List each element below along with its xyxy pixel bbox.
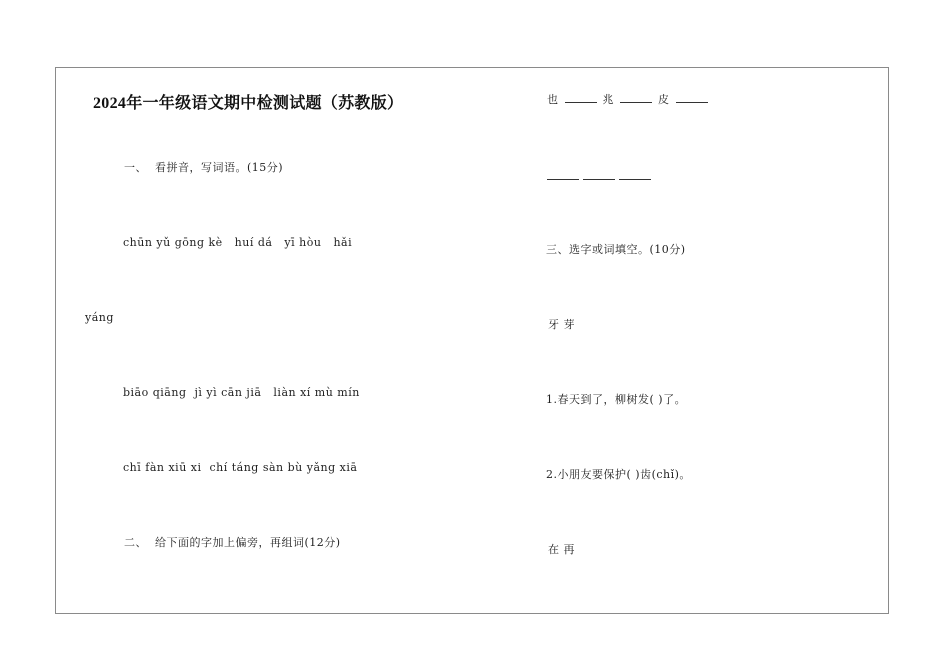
section3-heading: 三、选字或词填空。(10分) <box>546 243 686 256</box>
answer-blank[interactable] <box>583 170 615 180</box>
char-pair-1: 牙 芽 <box>548 318 575 331</box>
radical-row <box>547 93 714 107</box>
answer-blank[interactable] <box>565 93 597 103</box>
radical-char: 兆 <box>602 93 614 106</box>
exam-title: 2024年一年级语文期中检测试题（苏教版） <box>93 95 404 112</box>
section2-heading: 二、 给下面的字加上偏旁，再组词(12分) <box>124 536 341 549</box>
page-frame <box>55 67 889 614</box>
radical-char: 皮 <box>658 93 670 106</box>
char-pair-2: 在 再 <box>548 543 575 556</box>
pinyin-row-1-wrap: yáng <box>85 311 114 324</box>
question-2: 2.小朋友要保护( )齿(chǐ)。 <box>546 468 691 481</box>
radical-char: 也 <box>547 93 559 106</box>
answer-blank[interactable] <box>676 93 708 103</box>
pinyin-row-2: biāo qiāng jì yì cān jiā liàn xí mù mín <box>123 386 360 399</box>
pinyin-row-1: chūn yǔ gōng kè huí dá yī hòu hǎi <box>123 236 353 249</box>
answer-blank[interactable] <box>619 170 651 180</box>
question-1: 1.春天到了，柳树发( )了。 <box>546 393 687 406</box>
answer-blank[interactable] <box>547 170 579 180</box>
section1-heading: 一、 看拼音，写词语。(15分) <box>124 161 284 174</box>
word-blank-row <box>547 170 653 184</box>
answer-blank[interactable] <box>620 93 652 103</box>
pinyin-row-3: chī fàn xiū xi chí táng sàn bù yǎng xiā <box>123 461 358 474</box>
